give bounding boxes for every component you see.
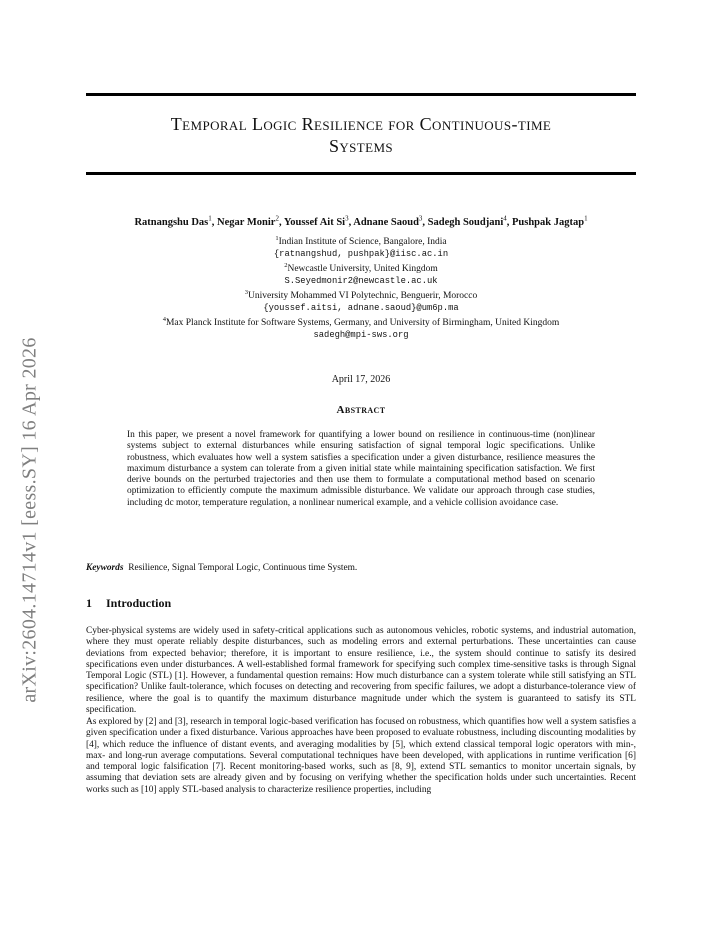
author: [353, 214, 428, 228]
affiliation-mark: 4: [162, 316, 166, 324]
title-line-2: Systems: [328, 136, 394, 156]
author-affil-mark: 1: [584, 214, 588, 222]
author-separator: ,: [422, 216, 428, 228]
affiliation-email: {youssef.aitsi, adnane.saoud}@um6p.ma: [263, 302, 459, 313]
author-separator: ,: [211, 216, 218, 228]
affiliation-text: Max Planck Institute for Software Systems, Germany, and University of Birmingham, United Kingdom: [165, 318, 560, 329]
paragraph: As explored by [2] and [3], research in temporal logic-based verification has focused on robustness, which quantifies how well a system satisfies a given specification under a fixed disturbance. Various approaches have been proposed to evaluate robustness, including discounting modalities by [4], which reduce the influence of distant events, and averaging modalities by [5], which extend classical temporal logic operators with min-, max- and long-run average computations. Several computational techniques have been developed, with applications in runtime verification [6] and temporal logic falsification [7]. Recent monitoring-based works, such as [8, 9], extend STL semantics to monitor uncertain signals, by assuming that deviation sets are already given and by focusing on verifying whether the specification holds under such uncertainties. Recent works such as [10] apply STL-based analysis to characterize resilience properties, including: [86, 717, 636, 795]
author: [427, 214, 512, 228]
keywords: [86, 563, 636, 573]
author-name: Youssef Ait Si: [283, 216, 346, 228]
affiliation-email: sadegh@mpi-sws.org: [313, 330, 409, 341]
paper-date: April 17, 2026: [331, 374, 391, 385]
affiliation-email: S.Seyedmonir2@newcastle.ac.uk: [284, 275, 438, 286]
title-rule-bottom: [86, 172, 636, 175]
section-title: Introduction: [106, 596, 172, 610]
affiliation-mark: 1: [275, 235, 279, 242]
paragraph: Cyber-physical systems are widely used in safety-critical applications such as autonomous vehicles, robotic systems, and industrial automation, where they must operate reliably despite disturbances, such as modeling errors and external perturbations. These uncertainties can cause deviations from expected behavior; therefore, it is important to ensure resilience, i.e., the system should continue to satisfy its desired specifications even under disturbances. A well-established formal framework for specifying such complex time-sensitive tasks is through Signal Temporal Logic (STL) [1]. However, a fundamental question remains: How much disturbance can a system tolerate while still satisfying an STL specification? Unlike fault-tolerance, which focuses on detecting and recovering from specific failures, we adopt a disturbance-tolerance view of resilience, where the goal is to quantify the maximum disturbance magnitude under which the system is guaranteed to satisfy its STL specification.: [86, 626, 636, 716]
author-name: Pushpak Jagtap: [511, 216, 585, 228]
arxiv-identifier[interactable]: arXiv:2604.14714v1 [eess.SY] 16 Apr 2026: [18, 337, 41, 703]
section-heading: [86, 596, 171, 611]
author-name: Negar Monir: [217, 216, 276, 228]
author-affil-mark: 3: [418, 214, 423, 222]
author-affil-mark: 4: [503, 214, 507, 222]
author-separator: ,: [506, 216, 512, 228]
affiliation-mark: 3: [244, 289, 248, 297]
abstract-heading: Abstract: [336, 404, 386, 416]
affiliation-email: {ratnangshud, pushpak}@iisc.ac.in: [273, 248, 449, 259]
author: [511, 214, 588, 228]
author-separator: ,: [348, 216, 354, 228]
affiliations: [86, 233, 636, 342]
author-list: [86, 214, 636, 228]
author-name: Ratnangshu Das: [134, 216, 209, 228]
affiliation-text: Newcastle University, United Kingdom: [287, 264, 438, 275]
author-affil-mark: 1: [208, 214, 212, 222]
affiliation-mark: 2: [284, 262, 288, 270]
title-rule-top: [86, 93, 636, 96]
author-name: Sadegh Soudjani: [427, 216, 504, 228]
affiliation: [86, 233, 636, 249]
author-affil-mark: 2: [275, 214, 279, 222]
abstract-text: In this paper, we present a novel framework for quantifying a lower bound on resilience in continuous-time (non)linear systems subject to external disturbances while ensuring satisfaction of signal temporal logic specifications. Unlike robustness, which evaluates how well a system satisfies a specification under a given disturbance, resilience measures the maximum disturbance a system can tolerate from a given initial state while maintaining specification satisfaction. We first derive bounds on the perturbed trajectories and then use them to formulate a computational method based on scenario optimization to efficiently compute the maximum admissible disturbance. We validate our approach through case studies, including dc motor, temperature regulation, a nonlinear numerical example, and a vehicle collision avoidance case.: [127, 430, 595, 508]
title-line-1: Temporal Logic Resilience for Continuous-time: [170, 114, 552, 134]
paper-title: [86, 113, 636, 157]
author-affil-mark: 3: [345, 214, 349, 222]
author: [134, 214, 218, 228]
keywords-list: Resilience, Signal Temporal Logic, Continuous time System.: [128, 563, 358, 573]
section-number: 1: [86, 596, 92, 610]
affiliation: [86, 260, 636, 276]
affiliation-text: Indian Institute of Science, Bangalore, India: [278, 237, 447, 248]
author: [283, 214, 354, 228]
author-separator: ,: [278, 216, 284, 228]
affiliation: [86, 314, 636, 330]
author-name: Adnane Saoud: [353, 216, 419, 228]
keywords-label: Keywords: [86, 563, 124, 573]
affiliation-text: University Mohammed VI Polytechnic, Benguerir, Morocco: [248, 291, 478, 302]
affiliation: [86, 287, 636, 303]
author: [217, 214, 284, 228]
